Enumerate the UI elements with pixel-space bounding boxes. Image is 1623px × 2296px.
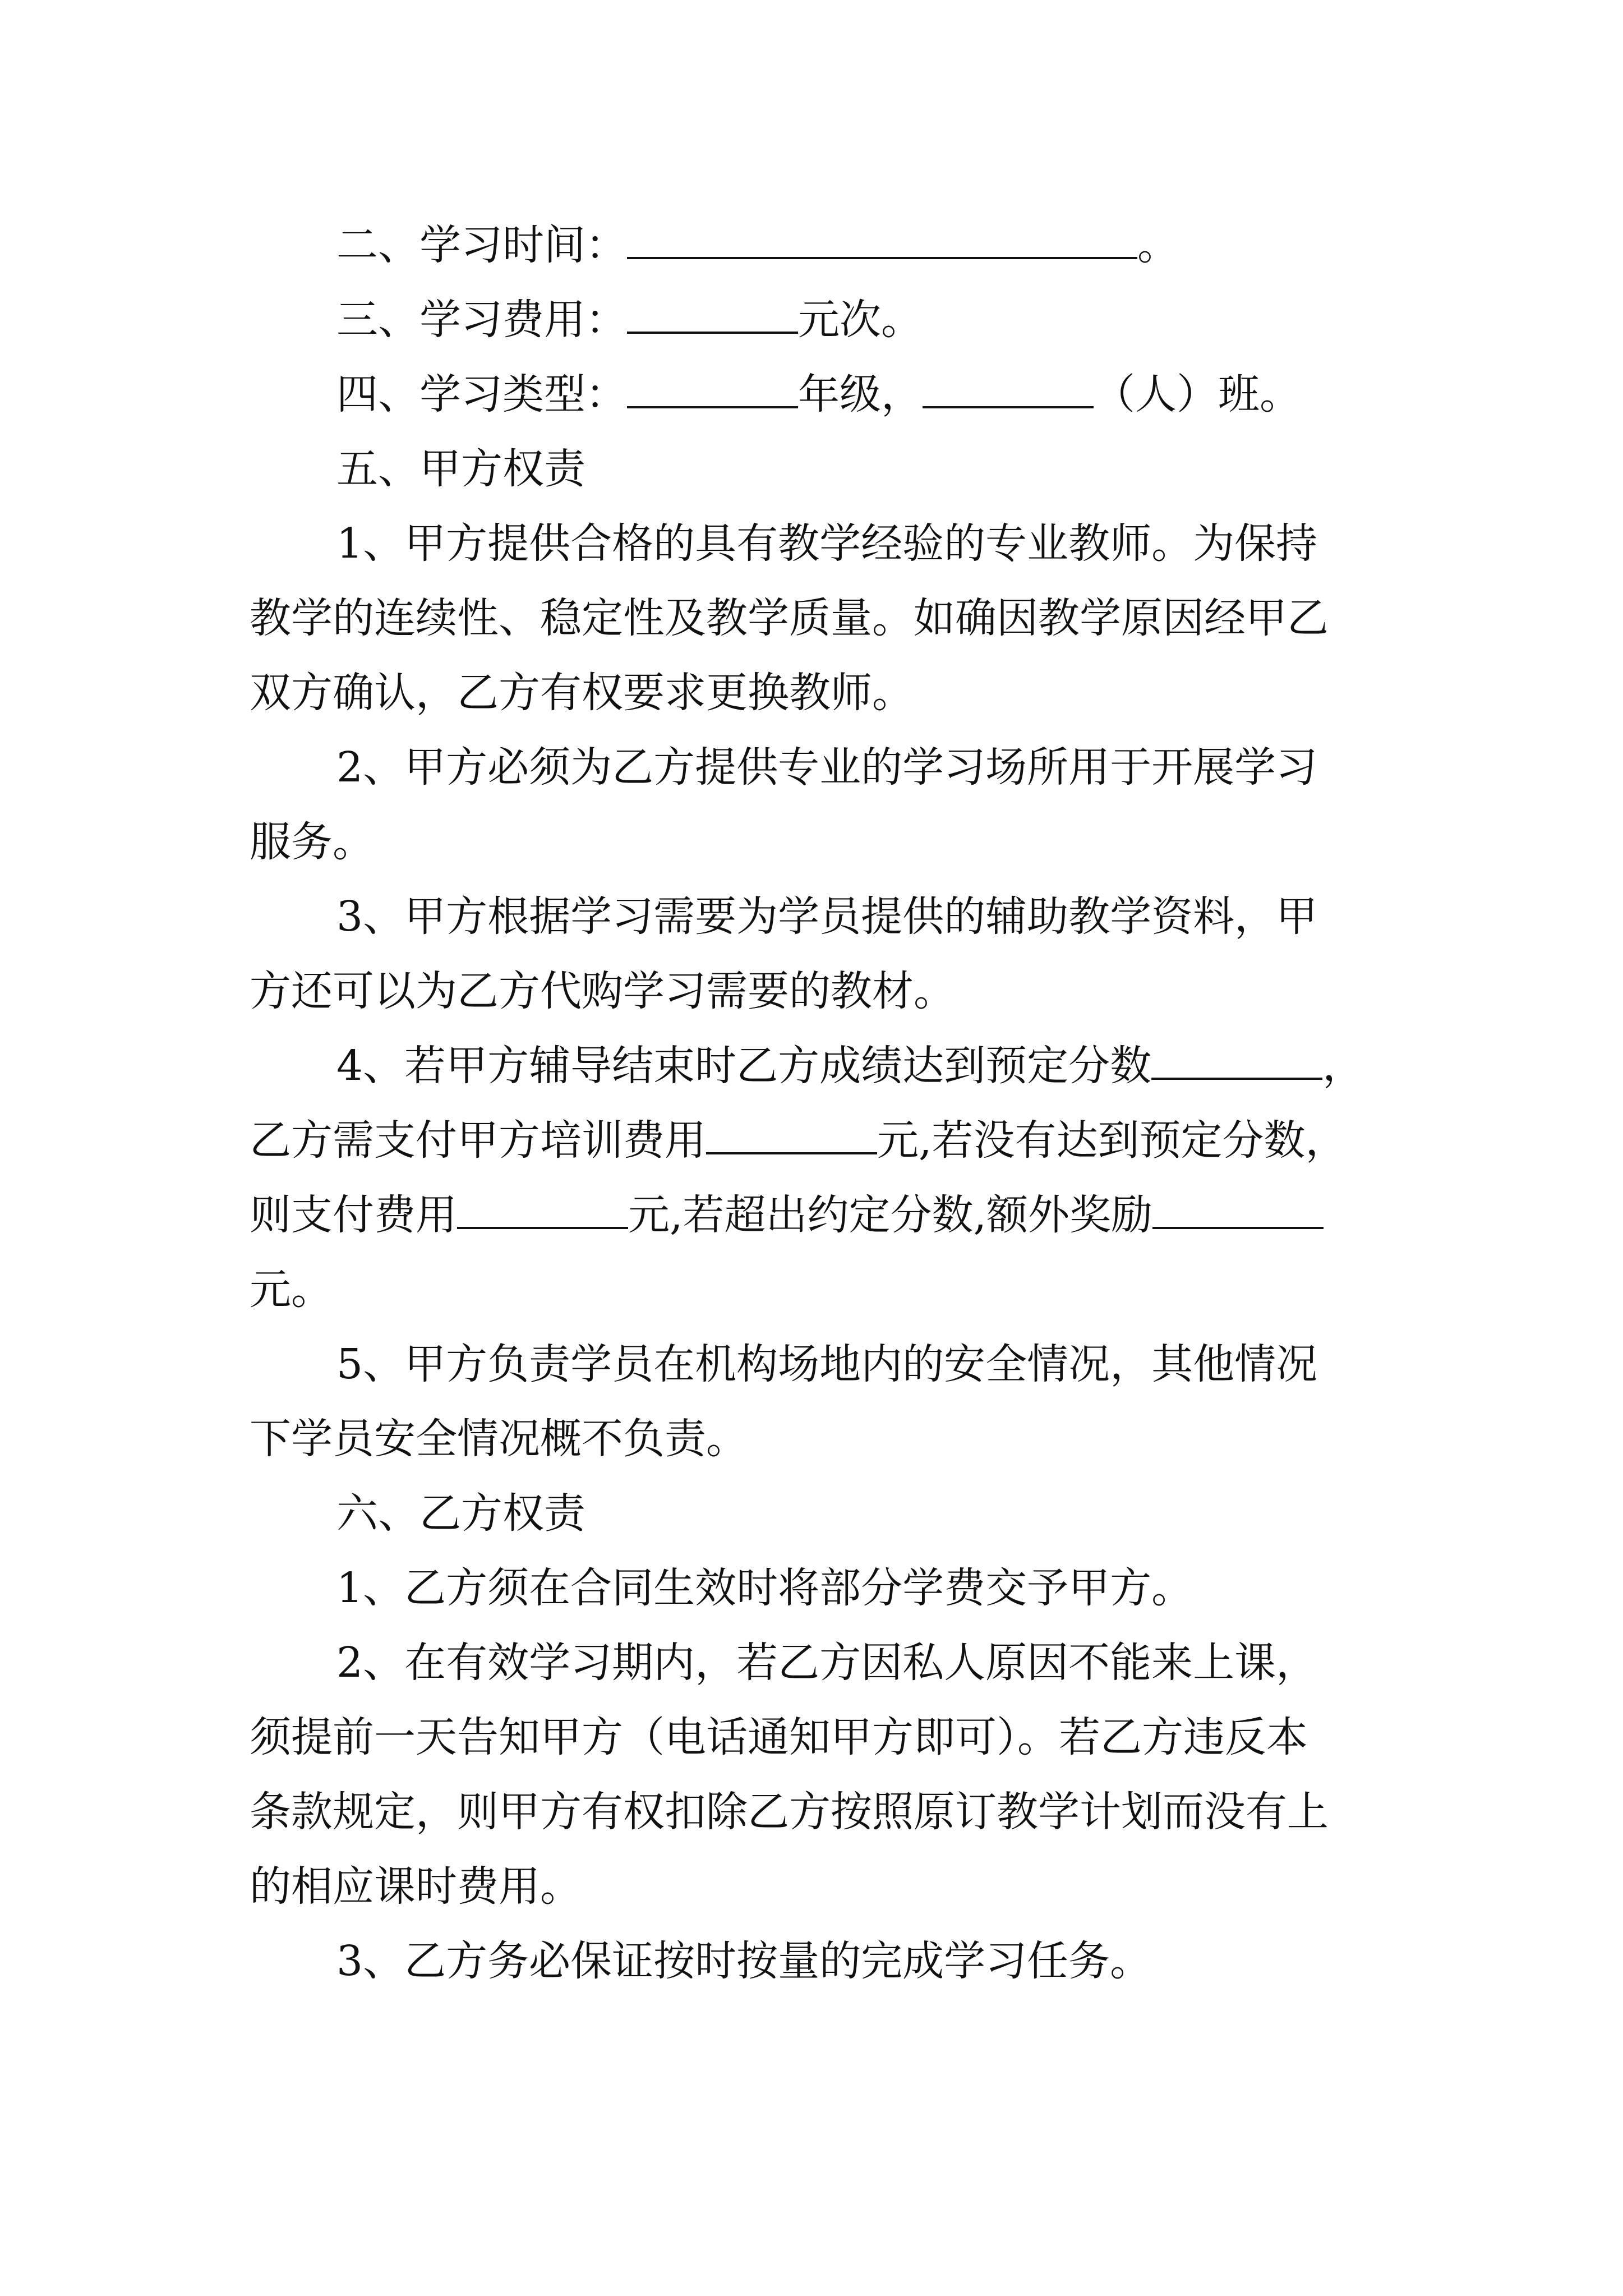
- paragraph-line: 方还可以为乙方代购学习需要的教材。: [250, 967, 955, 1015]
- paragraph-line: 的相应课时费用。: [250, 1862, 582, 1911]
- study-fee-line: [336, 295, 1388, 345]
- study-fee-unit: 元次。: [798, 296, 923, 344]
- study-time-end: 。: [1137, 221, 1179, 269]
- training-fee-text: 乙方需支付甲方培训费用: [250, 1116, 706, 1165]
- study-time-blank[interactable]: [627, 223, 1137, 259]
- reduced-fee-text: 则支付费用: [250, 1191, 457, 1239]
- training-fee-suffix: 元,若没有达到预定分数，: [877, 1116, 1347, 1165]
- study-time-line: [336, 220, 1388, 270]
- paragraph-line: 2、在有效学习期内，若乙方因私人原因不能来上课，: [336, 1639, 1318, 1687]
- study-fee-blank[interactable]: [627, 298, 798, 334]
- party-a-heading: 五、甲方权责: [336, 445, 585, 493]
- paragraph-line: 须提前一天告知甲方（电话通知甲方即可）。若乙方违反本: [250, 1713, 1308, 1761]
- score-target-text: 4、若甲方辅导结束时乙方成绩达到预定分数: [336, 1042, 1152, 1090]
- paragraph-line: 2、甲方必须为乙方提供专业的学习场所用于开展学习: [336, 743, 1318, 792]
- training-fee-blank[interactable]: [706, 1119, 877, 1154]
- paragraph-line: 3、乙方务必保证按时按量的完成学习任务。: [336, 1937, 1152, 1985]
- paragraph-line: 1、甲方提供合格的具有教学经验的专业教师。为保持: [336, 519, 1318, 568]
- study-type-line: [336, 369, 1388, 420]
- reduced-fee-line: [250, 1190, 1388, 1240]
- paragraph-line: 元。: [250, 1266, 333, 1314]
- study-fee-label: 三、学习费用：: [336, 296, 627, 344]
- paragraph-line: 3、甲方根据学习需要为学员提供的辅助教学资料，甲: [336, 892, 1318, 941]
- paragraph-line: 1、乙方须在合同生效时将部分学费交予甲方。: [336, 1564, 1193, 1612]
- paragraph-line: 下学员安全情况概不负责。: [250, 1415, 748, 1463]
- class-suffix: （人）班。: [1094, 370, 1301, 418]
- paragraph-line: 5、甲方负责学员在机构场地内的安全情况，其他情况: [336, 1340, 1318, 1388]
- training-fee-line: [250, 1115, 1388, 1166]
- bonus-text: 元,若超出约定分数,额外奖励: [628, 1191, 1153, 1239]
- study-type-label: 四、学习类型：: [336, 370, 627, 418]
- score-target-comma: ，: [1322, 1042, 1364, 1090]
- paragraph-line: 教学的连续性、稳定性及教学质量。如确因教学原因经甲乙: [250, 594, 1329, 642]
- party-b-heading: 六、乙方权责: [336, 1489, 585, 1538]
- paragraph-line: 服务。: [250, 818, 374, 866]
- target-score-blank[interactable]: [1151, 1044, 1322, 1080]
- grade-blank[interactable]: [627, 372, 798, 408]
- class-size-blank[interactable]: [923, 372, 1094, 408]
- bonus-blank[interactable]: [1152, 1193, 1324, 1229]
- paragraph-line: 双方确认，乙方有权要求更换教师。: [250, 669, 914, 717]
- score-target-line: [336, 1041, 1388, 1091]
- grade-suffix: 年级，: [798, 370, 923, 418]
- reduced-fee-blank[interactable]: [457, 1193, 628, 1229]
- paragraph-line: 条款规定，则甲方有权扣除乙方按照原订教学计划而没有上: [250, 1788, 1329, 1836]
- study-time-label: 二、学习时间：: [336, 221, 627, 269]
